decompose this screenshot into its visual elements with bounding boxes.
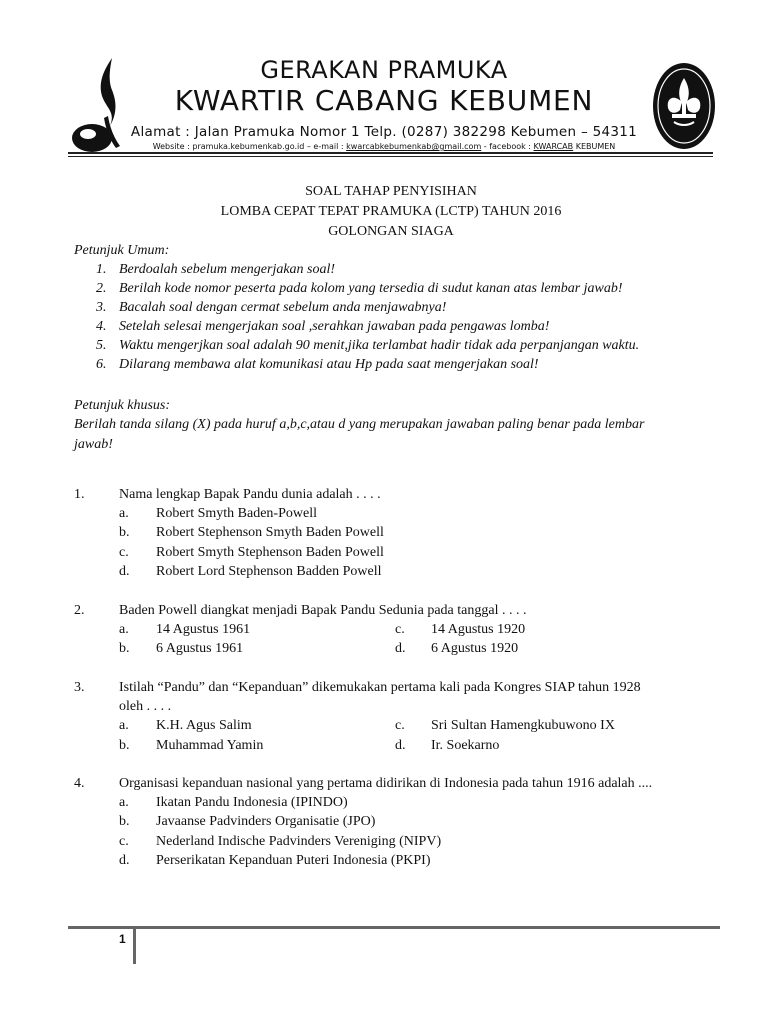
header-rule-thick [68, 152, 713, 154]
option-text: Robert Lord Stephenson Badden Powell [156, 564, 382, 579]
doc-title-line3: GOLONGAN SIAGA [328, 224, 454, 239]
option-letter: d. [395, 641, 406, 656]
question-number: 2. [74, 603, 85, 618]
option-letter: b. [119, 738, 130, 753]
website-text: Website : pramuka.kebumenkab.go.id – e-mail : [152, 142, 347, 151]
option-text: 14 Agustus 1961 [156, 622, 251, 637]
option-text: Nederland Indische Padvinders Vereniging (NIPV) [156, 834, 442, 849]
instruction-number: 5. [96, 338, 107, 353]
question-number: 1. [74, 487, 85, 502]
option-text: K.H. Agus Salim [156, 718, 252, 733]
option-letter: b. [119, 641, 130, 656]
question-text: Organisasi kepanduan nasional yang pertama didirikan di Indonesia pada tahun 1916 adalah .... [119, 776, 653, 791]
option-text: Robert Stephenson Smyth Baden Powell [156, 525, 384, 540]
header-rule-thin [68, 156, 713, 157]
org-address: Alamat : Jalan Pramuka Nomor 1 Telp. (0287) 382298 Kebumen – 54311 [130, 124, 638, 140]
org-contacts [0, 142, 768, 151]
option-letter: b. [119, 814, 130, 829]
option-text: 6 Agustus 1920 [431, 641, 519, 656]
doc-title-line2: LOMBA CEPAT TEPAT PRAMUKA (LCTP) TAHUN 2016 [220, 204, 562, 219]
option-letter: d. [119, 853, 130, 868]
option-letter: c. [119, 834, 129, 849]
facebook-suffix: KEBUMEN [573, 142, 616, 151]
option-letter: a. [119, 718, 129, 733]
instruction-number: 4. [96, 319, 107, 334]
question-text: Baden Powell diangkat menjadi Bapak Pandu Sedunia pada tanggal . . . . [119, 603, 527, 618]
option-letter: c. [395, 622, 405, 637]
doc-title-line1: SOAL TAHAP PENYISIHAN [305, 184, 477, 199]
option-letter: d. [395, 738, 406, 753]
option-letter: c. [395, 718, 405, 733]
option-text: Robert Smyth Stephenson Baden Powell [156, 545, 384, 560]
question-number: 4. [74, 776, 85, 791]
option-letter: a. [119, 622, 129, 637]
option-letter: a. [119, 795, 129, 810]
footer-rule [68, 926, 720, 929]
option-text: Sri Sultan Hamengkubuwono IX [431, 718, 615, 733]
question-text: Nama lengkap Bapak Pandu dunia adalah . . . . [119, 487, 381, 502]
instruction-text: Dilarang membawa alat komunikasi atau Hp pada saat mengerjakan soal! [119, 357, 539, 372]
instruction-number: 2. [96, 281, 107, 296]
org-name-line1: GERAKAN PRAMUKA [260, 56, 508, 84]
special-instructions-line1: Berilah tanda silang (X) pada huruf a,b,c,atau d yang merupakan jawaban paling benar pada lembar [74, 417, 645, 432]
question-text-continued: oleh . . . . [119, 699, 172, 714]
instruction-number: 6. [96, 357, 107, 372]
special-instructions-line2: jawab! [74, 437, 113, 452]
option-text: Robert Smyth Baden-Powell [156, 506, 317, 521]
question-text: Istilah “Pandu” dan “Kepanduan” dikemukakan pertama kali pada Kongres SIAP tahun 1928 [119, 680, 641, 695]
option-letter: d. [119, 564, 130, 579]
instruction-text: Berilah kode nomor peserta pada kolom yang tersedia di sudut kanan atas lembar jawab! [119, 281, 623, 296]
question-number: 3. [74, 680, 85, 695]
option-letter: b. [119, 525, 130, 540]
general-instructions-heading: Petunjuk Umum: [74, 243, 170, 258]
instruction-text: Berdoalah sebelum mengerjakan soal! [119, 262, 336, 277]
instruction-text: Bacalah soal dengan cermat sebelum anda menjawabnya! [119, 300, 447, 315]
org-name-line2: KWARTIR CABANG KEBUMEN [174, 84, 594, 117]
option-text: Muhammad Yamin [156, 738, 264, 753]
page-number: 1 [119, 932, 126, 946]
instruction-text: Setelah selesai mengerjakan soal ,serahkan jawaban pada pengawas lomba! [119, 319, 550, 334]
option-text: Javaanse Padvinders Organisatie (JPO) [156, 814, 376, 829]
facebook-prefix: - facebook : [481, 142, 534, 151]
instruction-number: 3. [96, 300, 107, 315]
option-text: 14 Agustus 1920 [431, 622, 526, 637]
option-letter: c. [119, 545, 129, 560]
option-letter: a. [119, 506, 129, 521]
option-text: 6 Agustus 1961 [156, 641, 244, 656]
email-link[interactable]: kwarcabkebumenkab@gmail.com [346, 142, 482, 151]
option-text: Perserikatan Kepanduan Puteri Indonesia (PKPI) [156, 853, 431, 868]
facebook-link[interactable]: KWARCAB [533, 142, 574, 151]
special-instructions-heading: Petunjuk khusus: [74, 398, 171, 413]
footer-divider [133, 928, 136, 964]
option-text: Ir. Soekarno [431, 738, 500, 753]
instruction-number: 1. [96, 262, 107, 277]
option-text: Ikatan Pandu Indonesia (IPINDO) [156, 795, 348, 810]
instruction-text: Waktu mengerjkan soal adalah 90 menit,jika terlambat hadir tidak ada perpanjangan waktu. [119, 338, 640, 353]
